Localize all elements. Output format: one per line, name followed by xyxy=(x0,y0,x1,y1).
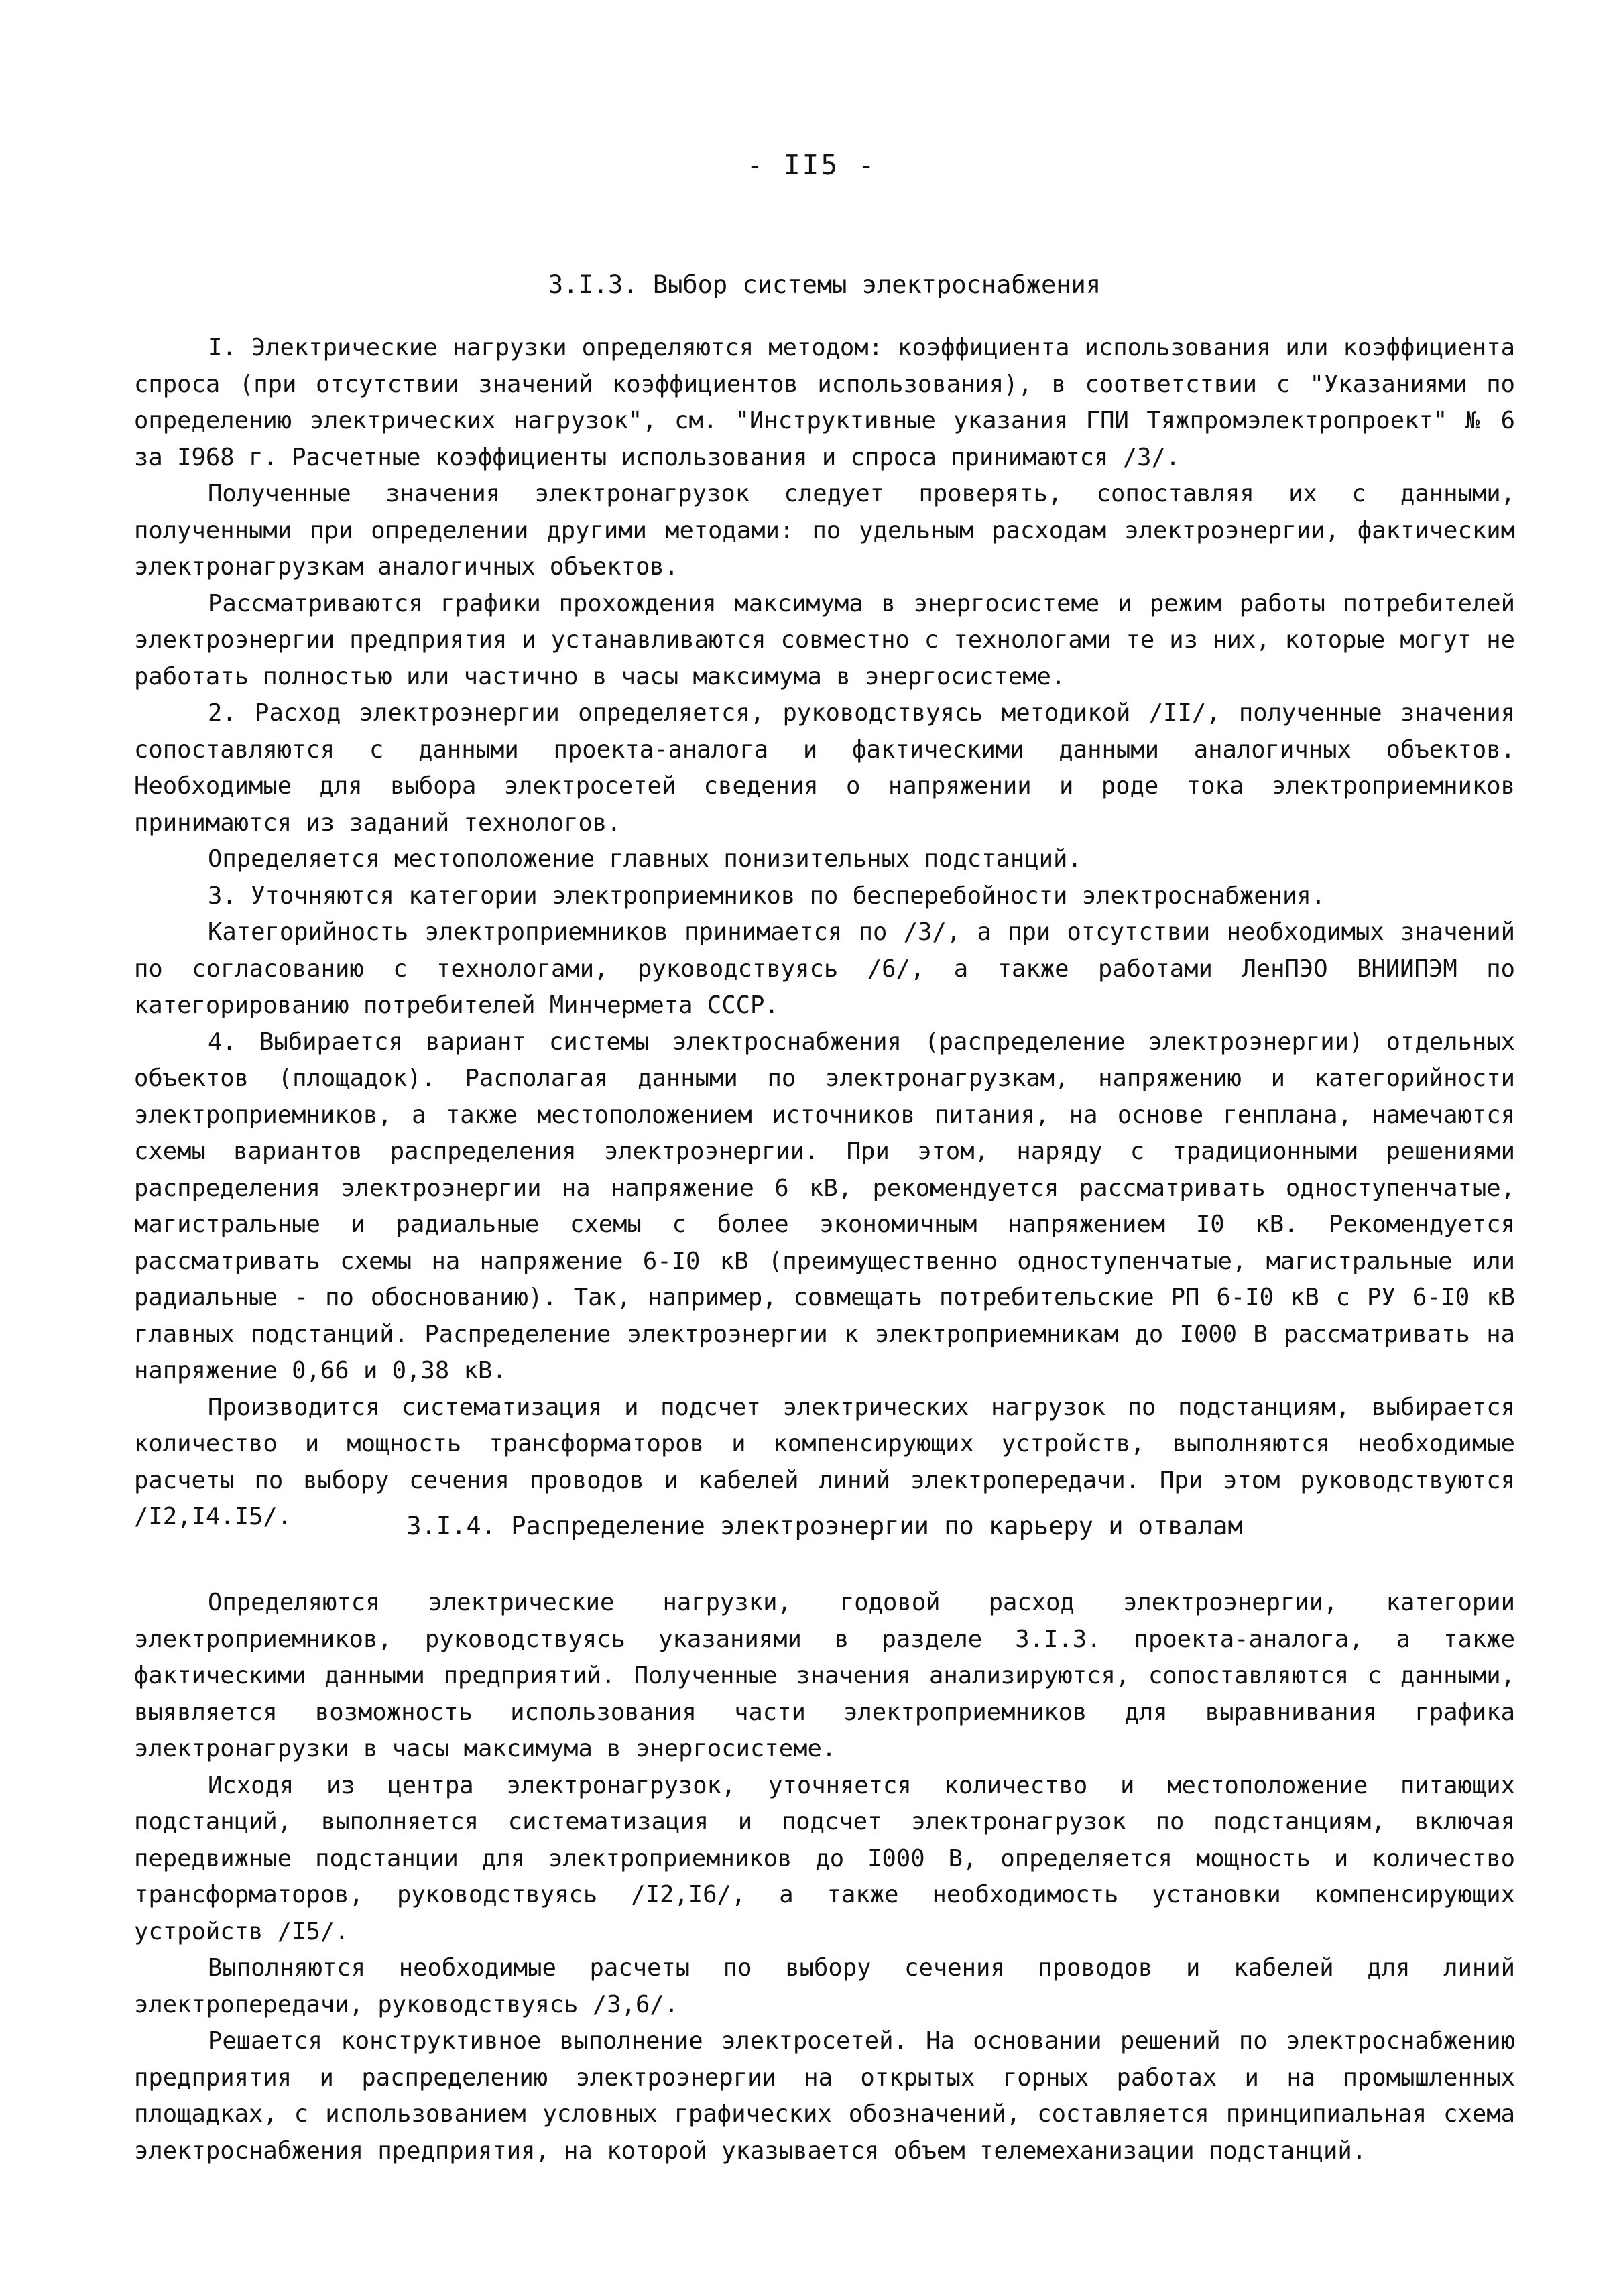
paragraph: Выполняются необходимые расчеты по выбору сечения проводов и кабелей для линий электропередачи, руководствуясь /3,6/. xyxy=(134,1954,1515,2018)
paragraph: I. Электрические нагрузки определяются методом: коэффициента использования или коэффициента спроса (при отсутствии значений коэффициентов использования), в соответствии с "Указаниями по определению электрических нагрузок", см. "Инструктивные указания ГПИ Тяжпромэлектропроект" № 6 за I968 г. Расчетные коэффициенты использования и спроса принимаются /3/. xyxy=(134,334,1515,471)
page-number: - II5 - xyxy=(746,149,877,181)
paragraph: Производится систематизация и подсчет электрических нагрузок по подстанциям, выбирается количество и мощность трансформаторов и компенсирующих устройств, выполняются необходимые расчеты по выбору сечения проводов и кабелей линий электропередачи. При этом руководствуются /I2,I4.I5/. xyxy=(134,1393,1515,1530)
paragraph: Полученные значения электронагрузок следует проверять, сопоставляя их с данными, полученными при определении другими методами: по удельным расходам электроэнергии, фактическим электронагрузкам аналогичных объектов. xyxy=(134,480,1515,581)
paragraph: Решается конструктивное выполнение электросетей. На основании решений по электроснабжению предприятия и распределению электроэнергии на открытых горных работах и на промышленных площадках, с использованием условных графических обозначений, составляется принципиальная схема электроснабжения предприятия, на которой указывается объем телемеханизации подстанций. xyxy=(134,2027,1515,2165)
section-title: 3.I.3. Выбор системы электроснабжения xyxy=(548,270,1101,299)
paragraph: Определяется местоположение главных понизительных подстанций. xyxy=(208,845,1082,873)
paragraph: 2. Расход электроэнергии определяется, руководствуясь методикой /II/, полученные значения сопоставляются с данными проекта-аналога и фактическими данными аналогичных объектов. Необходимые для выбора электросетей сведения о напряжении и роде тока электроприемников принимаются из заданий технологов. xyxy=(134,699,1515,837)
section-3-1-3 xyxy=(134,267,1515,1536)
section-title: 3.I.4. Распределение электроэнергии по карьеру и отвалам xyxy=(406,1512,1243,1540)
paragraph: 3. Уточняются категории электроприемников по бесперебойности электроснабжения. xyxy=(208,882,1326,910)
paragraph: Исходя из центра электронагрузок, уточняется количество и местоположение питающих подстанций, выполняется систематизация и подсчет электронагрузок по подстанциям, включая передвижные подстанции для электроприемников до I000 В, определяется мощность и количество трансформаторов, руководствуясь /I2,I6/, а также необходимость установки компенсирующих устройств /I5/. xyxy=(134,1771,1515,1945)
paragraph: Категорийность электроприемников принимается по /3/, а при отсутствии необходимых значений по согласованию с технологами, руководствуясь /6/, а также работами ЛенПЭО ВНИИПЭМ по категорированию потребителей Минчермета СССР. xyxy=(134,918,1515,1019)
section-3-1-4 xyxy=(134,1508,1515,2169)
paragraph: Определяются электрические нагрузки, годовой расход электроэнергии, категории электроприемников, руководствуясь указаниями в разделе 3.I.3. проекта-аналога, а также фактическими данными предприятий. Полученные значения анализируются, сопоставляются с данными, выявляется возможность использования части электроприемников для выравнивания графика электронагрузки в часы максимума в энергосистеме. xyxy=(134,1589,1515,1762)
paragraph: Рассматриваются графики прохождения максимума в энергосистеме и режим работы потребителей электроэнергии предприятия и устанавливаются совместно с технологами те из них, которые могут не работать полностью или частично в часы максимума в энергосистеме. xyxy=(134,589,1515,690)
paragraph: 4. Выбирается вариант системы электроснабжения (распределение электроэнергии) отдельных объектов (площадок). Располагая данными по электронагрузкам, напряжению и категорийности электроприемников, а также местоположением источников питания, на основе генплана, намечаются схемы вариантов распределения электроэнергии. При этом, наряду с традиционными решениями распределения электроэнергии на напряжение 6 кВ, рекомендуется рассматривать одноступенчатые, магистральные и радиальные схемы с более экономичным напряжением I0 кВ. Рекомендуется рассматривать схемы на напряжение 6-I0 кВ (преимущественно одноступенчатые, магистральные или радиальные - по обоснованию). Так, например, совмещать потребительские РП 6-I0 кВ с РУ 6-I0 кВ главных подстанций. Распределение электроэнергии к электроприемникам до I000 В рассматривать на напряжение 0,66 и 0,38 кВ. xyxy=(134,1028,1515,1384)
